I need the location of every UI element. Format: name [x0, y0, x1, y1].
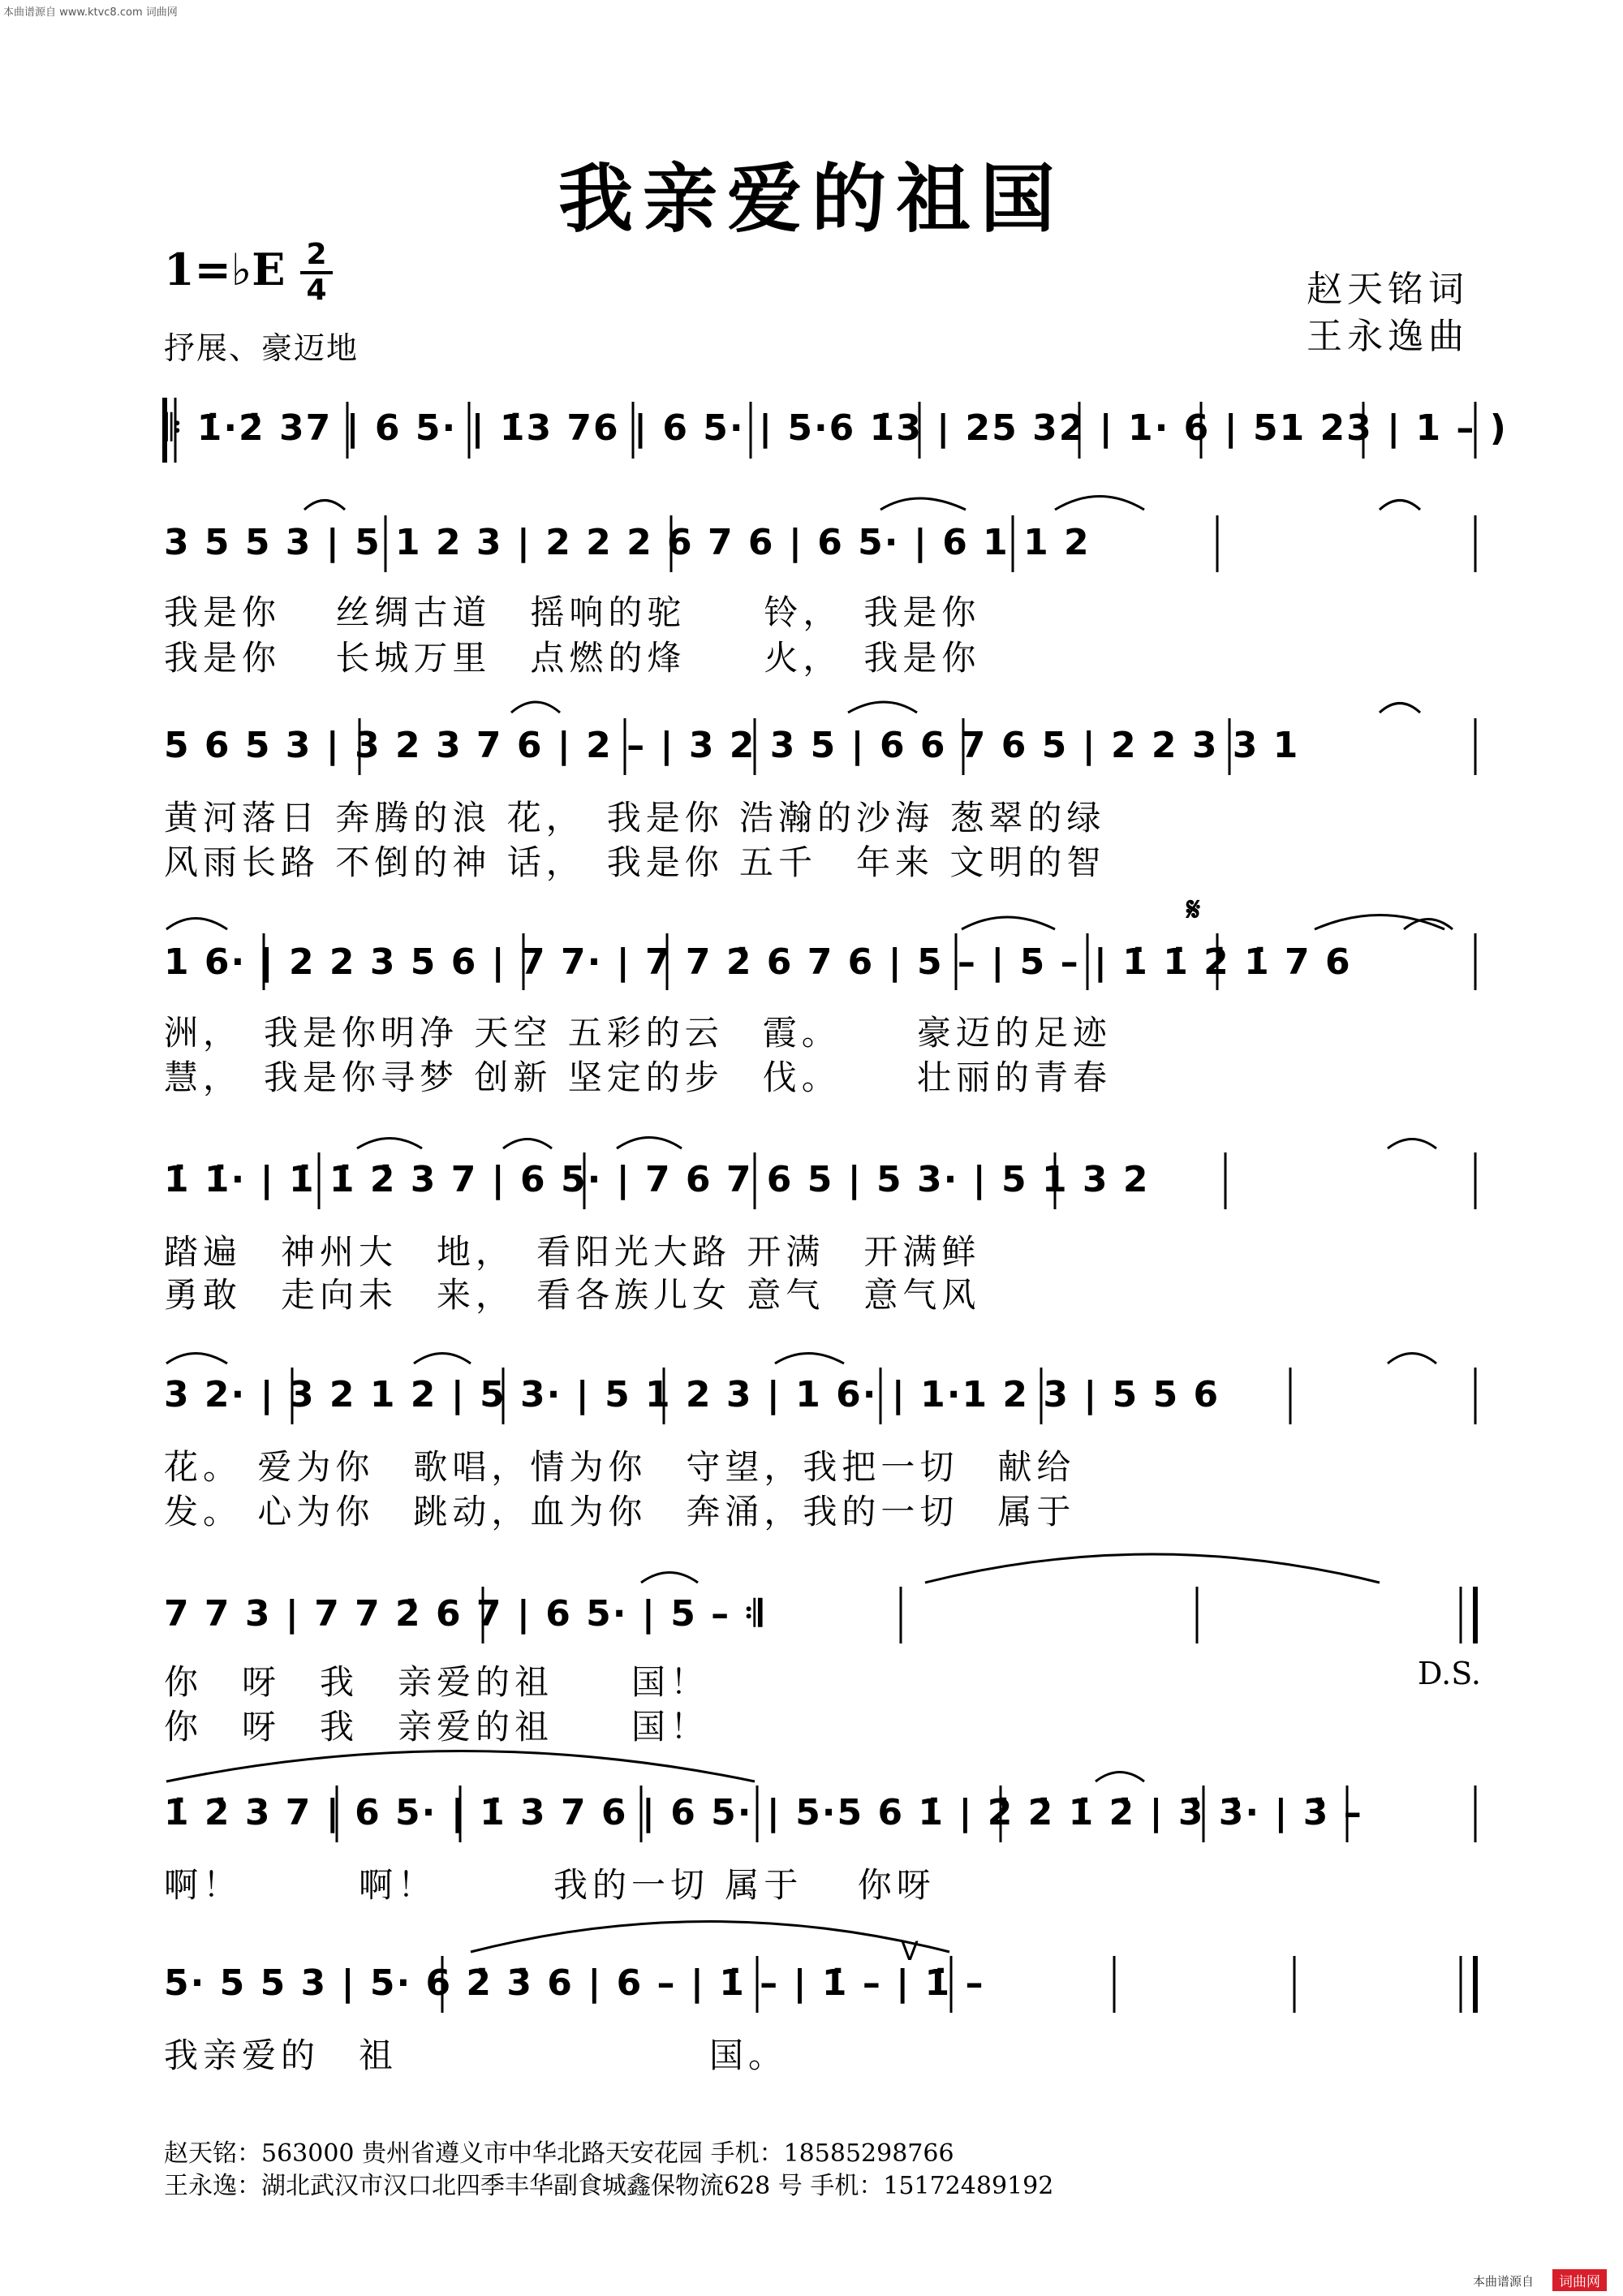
watermark-text: 本曲谱源自 www.ktvc8.com 词曲网: [3, 6, 178, 19]
lyric-row-3-verse-2: 风雨长路 不倒的神 话， 我是你 五千 年来 文明的智: [164, 842, 1106, 882]
time-signature-bottom: 4: [306, 274, 327, 307]
lyric-row-3-verse-1: 黄河落日 奔腾的浪 花， 我是你 浩瀚的沙海 葱翠的绿: [164, 798, 1106, 838]
footer-source-text: 本曲谱源自: [1472, 2274, 1534, 2289]
song-title: 我亲爱的祖国: [558, 155, 1065, 243]
footer-brand-badge[interactable]: 词曲网: [1552, 2269, 1607, 2291]
lyric-row-8: 啊！ 啊！ 我的一切 属于 你呀: [164, 1865, 936, 1905]
lyric-row-7-verse-1: 你 呀 我 亲爱的祖 国！: [164, 1662, 710, 1702]
ds-marking: D.S.: [1418, 1656, 1481, 1691]
lyric-row-6-verse-2: 发。 心为你 跳动，血为你 奔涌，我的一切 属于: [164, 1492, 1076, 1531]
lyric-row-6-verse-1: 花。 爱为你 歌唱，情为你 守望，我把一切 献给: [164, 1447, 1076, 1487]
notation-row-5: 1̇ 1̇· | 1̇ 1̇ 2̇ 3 7 | 6 5· | 7 6 7 6 5 | 5 3· | 5 1 3 2: [164, 1159, 1150, 1200]
contact-lyricist: 赵天铭：563000 贵州省遵义市中华北路天安花园 手机：18585298766: [164, 2139, 954, 2168]
notation-row-7: 7 7 3 | 7 7 2̇ 6 7 | 6 5· | 5 – 𝄇: [164, 1593, 764, 1635]
segno-sign: 𝄋: [1186, 891, 1201, 928]
lyricist-credit: 赵天铭词: [1307, 269, 1469, 310]
contact-composer: 王永逸：湖北武汉市汉口北四季丰华副食城鑫保物流628 号 手机：15172489192: [164, 2172, 1054, 2200]
notation-row-6: 3 2· | 3 2 1 2 | 5 3· | 5 1 2 3 | 1 6· | 1·1 2 3 | 5 5 6: [164, 1374, 1220, 1415]
notation-row-2: 3 5 5 3 | 5 1 2 3 | 2 2 2 6 7 6 | 6 5· | 6 1 1 2: [164, 522, 1091, 563]
lyric-row-4-verse-2: 慧， 我是你寻梦 创新 坚定的步 伐。 壮丽的青春: [164, 1058, 1113, 1097]
notation-row-3: 5 6 5 3 | 3 2 3 7 6 | 2 – | 3 2 3 5 | 6 6 7 6 5 | 2 2 3 3 1: [164, 725, 1300, 766]
lyric-row-9: 我亲爱的 祖 国。: [164, 2035, 788, 2075]
notation-row-9: 5· 5 5 3 | 5· 6 2̇ 3̇ 6 | 6 – | 1̇ – | 1̇ – | 1̇ –: [164, 1962, 985, 2004]
lyric-row-4-verse-1: 洲， 我是你明净 天空 五彩的云 霞。 豪迈的足迹: [164, 1013, 1113, 1053]
composer-credit: 王永逸曲: [1307, 316, 1469, 357]
lyric-row-2-verse-1: 我是你 丝绸古道 摇响的驼 铃， 我是你: [164, 592, 981, 632]
breath-mark: V: [901, 1936, 919, 1966]
lyric-row-2-verse-2: 我是你 长城万里 点燃的烽 火， 我是你: [164, 638, 981, 678]
notation-row-8: 1̇ 2̇ 3 7 | 6 5· | 1̇ 3 7 6 | 6 5· | 5·5 6 1̇ | 2̇ 2̇ 1̇ 2̇ | 3̇ 3̇· | 3̇ –: [164, 1792, 1363, 1833]
time-signature-top: 2: [306, 238, 327, 271]
lyric-row-5-verse-2: 勇敢 走向未 来， 看各族儿女 意气 意气风: [164, 1275, 981, 1315]
tempo-marking: 抒展、豪迈地: [164, 330, 359, 366]
notation-row-4: 1 6· | 2 2 3 5 6 | 7 7· | 7 7 2̇ 6 7 6 | 5 – | 5 – | 1̇ 1̇ 2̇ 1̇ 7 6: [164, 941, 1352, 983]
key-signature: 1=♭E: [164, 243, 286, 295]
notation-row-1: 𝄆 1̇·2̇ 37 | 6 5· | 1̇3 76 | 6 5· | 5·6 1̇3 | 25 32 | 1· 6 | 51 23 | 1 – ): [164, 407, 1508, 449]
lyric-row-7-verse-2: 你 呀 我 亲爱的祖 国！: [164, 1707, 710, 1747]
lyric-row-5-verse-1: 踏遍 神州大 地， 看阳光大路 开满 开满鲜: [164, 1232, 981, 1272]
